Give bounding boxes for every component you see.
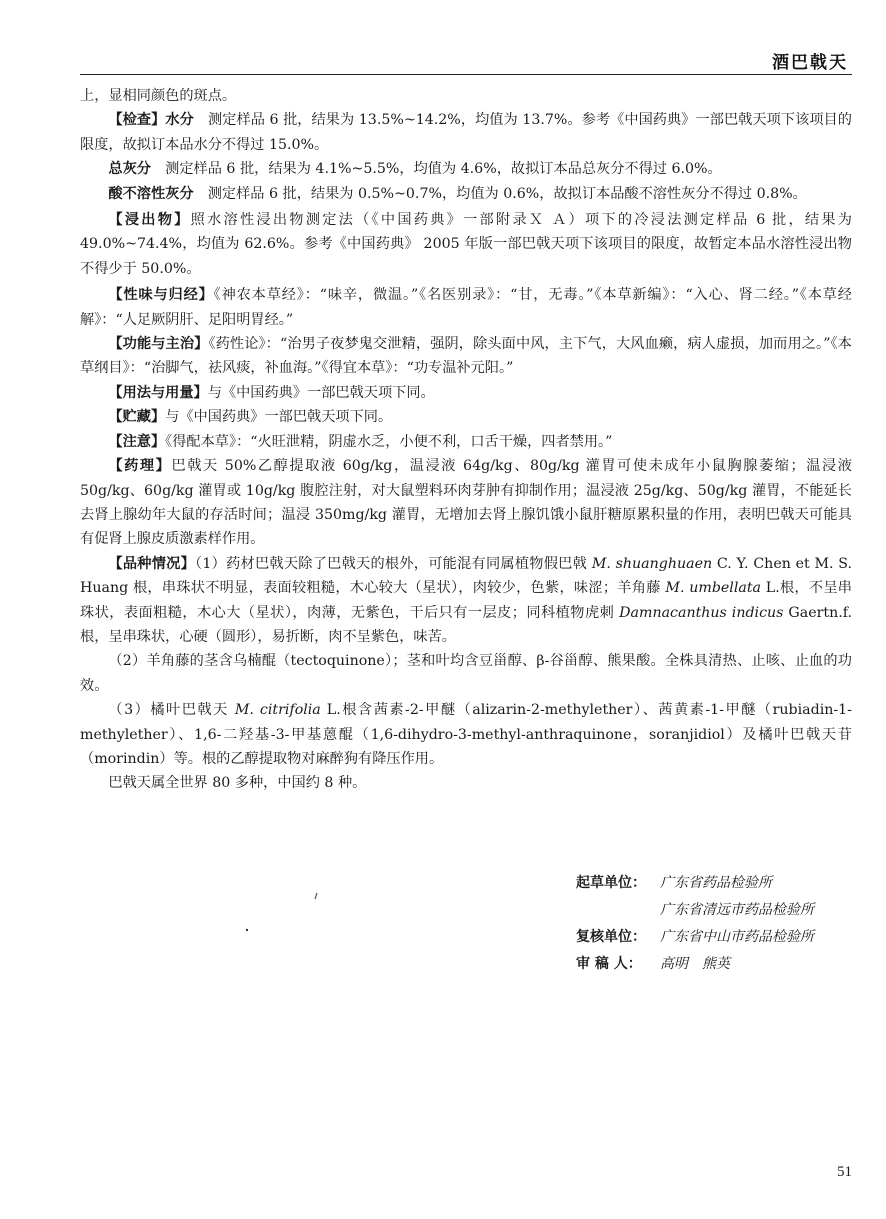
paragraph-pharmacology	[80, 454, 852, 552]
species-name: M. shuanghuaen	[591, 555, 713, 572]
subheading-water: 水分	[165, 112, 194, 129]
draft-unit-label: 起草单位：	[576, 875, 646, 891]
section-heading-taste: 【性味与归经】	[108, 287, 214, 304]
draft-unit-org-2: 广东省清远市药品检验所	[660, 902, 814, 918]
draft-unit-row	[576, 870, 856, 897]
usage-text: 与《中国药典》一部巴戟天项下同。	[207, 384, 435, 401]
acid-ash-text: 测定样品 6 批，结果为 0.5%~0.7%，均值为 0.6%，故拟订本品酸不溶性灰分不得过 0.8%。	[207, 185, 807, 202]
note-text: 《得配本草》：“火旺泄精，阴虚水乏，小便不利，口舌干燥，四者禁用。”	[165, 433, 613, 450]
approver-names: 高明 熊英	[660, 956, 730, 972]
variety-text-a: （1）药材巴戟天除了巴戟天的根外，可能混有同属植物假巴戟	[195, 555, 592, 572]
paragraph-function	[80, 332, 852, 381]
paragraph-extract	[80, 208, 852, 281]
storage-text: 与《中国药典》一部巴戟天项下同。	[165, 409, 393, 426]
page-number: 51	[837, 1164, 852, 1180]
speck-mark	[246, 929, 248, 931]
paragraph-usage	[80, 381, 852, 405]
section-heading-function: 【功能与主治】	[108, 336, 209, 353]
approver-label: 审 稿 人：	[576, 956, 642, 972]
sign-label-spacer	[576, 897, 660, 924]
review-unit-org: 广东省中山市药品检验所	[660, 929, 814, 945]
speck-mark	[315, 893, 317, 899]
paragraph-species-count: 巴戟天属全世界 80 多种，中国约 8 种。	[108, 775, 367, 792]
section-heading-usage: 【用法与用量】	[108, 384, 208, 401]
pharmacology-text: 巴戟天 50%乙醇提取液 60g/kg，温浸液 64g/kg、80g/kg 灌胃可使未成年小鼠胸腺萎缩；温浸液 50g/kg、60g/kg 灌胃或 10g/kg 腹腔注射，对大鼠塑料环肉芽肿有抑制作用；温浸液 25g/kg、50g/kg 灌胃，不能延长去肾上腺幼年大鼠的存活时间；温浸 350mg/kg 灌胃，无增加去肾上腺饥饿小鼠肝糖原累积量的作用，表明巴戟天可能具有促肾上腺皮质激素样作用。	[80, 458, 852, 548]
species-name: M. citrifolia	[234, 702, 321, 719]
variety-text-b: C. Y. Chen et M. S. Huang 根，串珠状不明显，表面较粗糙，木心较大（星状），肉较少，色紫，味涩；羊角藤	[80, 555, 852, 597]
subheading-total-ash: 总灰分	[108, 161, 151, 178]
total-ash-text: 测定样品 6 批，结果为 4.1%~5.5%，均值为 4.6%，故拟订本品总灰分不得过 6.0%。	[165, 161, 722, 178]
variety3-text-b: L.根含茜素-2-甲醚（alizarin-2-methylether）、茜黄素-1-甲醚（rubiadin-1-methylether）、1,6-二羟基-3-甲基蒽醌（1,6-dihydro-3-methyl-anthraquinone，soranjidiol）及橘叶巴戟天苷（morindin）等。根的乙醇提取物对麻醉狗有降压作用。	[80, 702, 852, 767]
section-heading-variety: 【品种情况】	[108, 555, 196, 572]
signature-block	[576, 870, 856, 978]
paragraph-acid-ash	[80, 182, 852, 206]
paragraph-total-ash	[80, 157, 852, 181]
variety-text-c: L.根，不呈串珠状，表面粗糙，木心大（星状），肉薄，无紫色，干后只有一层皮；同科植物虎刺	[80, 580, 852, 621]
variety3-text-a: （3）橘叶巴戟天	[108, 702, 235, 719]
extract-text: 照水溶性浸出物测定法（《中国药典》一部附录Ｘ Ａ）项下的冷浸法测定样品 6 批，结果为 49.0%~74.4%，均值为 62.6%。参考《中国药典》 2005 年版一部巴戟天项下该项目的限度，故暂定本品水溶性浸出物不得少于 50.0%。	[80, 212, 852, 277]
approver-row	[576, 951, 856, 978]
review-unit-label: 复核单位：	[576, 929, 646, 945]
paragraph-storage	[80, 405, 852, 429]
variety-text-d: Gaertn.f.根，呈串珠状，心硬（圆形），易折断，肉不呈紫色，味苦。	[80, 604, 852, 645]
paragraph-check-water	[80, 108, 852, 157]
species-name: M. umbellata	[665, 580, 761, 597]
section-heading-storage: 【贮藏】	[108, 409, 166, 426]
main-content	[80, 84, 852, 796]
review-unit-row	[576, 924, 856, 951]
water-text: 测定样品 6 批，结果为 13.5%~14.2%，均值为 13.7%。参考《中国药典》一部巴戟天项下该项目的限度，故拟订本品水分不得过 15.0%。	[80, 112, 852, 153]
function-text: 《药性论》：“治男子夜梦鬼交泄精，强阴，除头面中风，主下气，大风血癞，病人虚损，加而用之。”《本草纲目》：“治脚气，祛风痰，补血海。”《得宜本草》：“功专温补元阳。”	[80, 336, 852, 377]
draft-unit-row-2	[576, 897, 856, 924]
section-heading-check: 【检查】	[108, 112, 166, 129]
section-heading-note: 【注意】	[108, 433, 166, 450]
species-name: Damnacanthus indicus	[619, 604, 784, 621]
page-header	[80, 44, 852, 75]
section-heading-extract: 【浸出物】	[108, 212, 191, 229]
draft-unit-org-1: 广东省药品检验所	[660, 875, 772, 891]
taste-text: 《神农本草经》：“味辛，微温。”《名医别录》：“甘，无毒。”《本草新编》：“入心、肾二经。”《本草经解》：“人足厥阴肝、足阳明胃经。”	[80, 287, 852, 328]
section-heading-pharmacology: 【药理】	[108, 458, 172, 475]
paragraph-continuation: 上，显相同颜色的斑点。	[80, 88, 237, 104]
subheading-acid-ash: 酸不溶性灰分	[108, 185, 194, 202]
paragraph-taste	[80, 283, 852, 332]
paragraph-note	[80, 430, 852, 454]
paragraph-variety-3	[80, 698, 852, 771]
running-title: 酒巴戟天	[772, 53, 848, 73]
paragraph-variety-1	[80, 552, 852, 650]
paragraph-variety-2: （2）羊角藤的茎含乌楠醌（tectoquinone）；茎和叶均含豆甾醇、β-谷甾醇、熊果酸。全株具清热、止咳、止血的功效。	[80, 653, 852, 694]
